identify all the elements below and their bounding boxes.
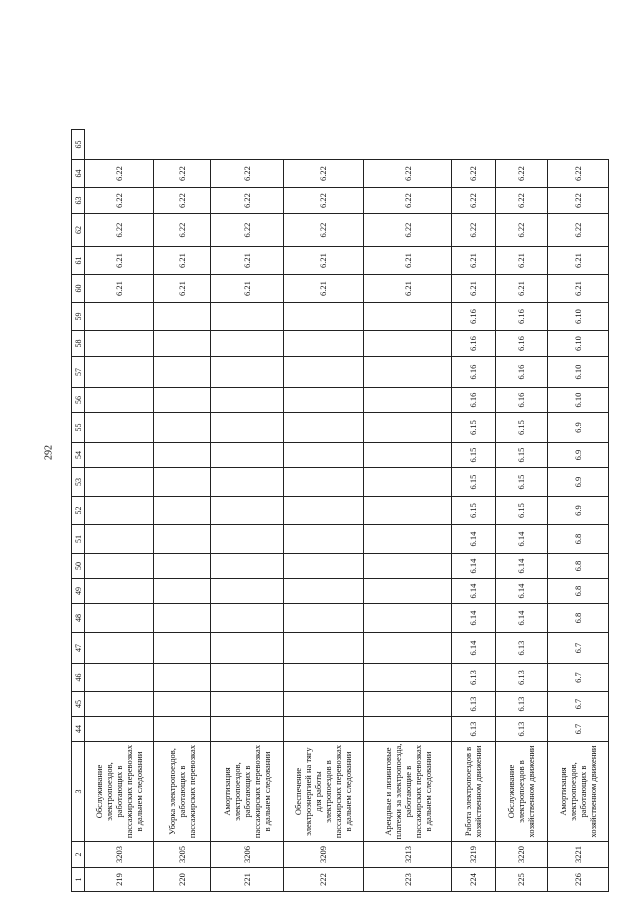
table-row: [211, 130, 283, 892]
column-header: 56: [72, 388, 85, 413]
value-cell: [283, 443, 363, 468]
value-cell: [211, 303, 283, 331]
value-cell: [364, 579, 452, 604]
value-cell: 6.10: [547, 303, 608, 331]
value-cell: 6.21: [495, 275, 547, 303]
value-cell: 6.14: [452, 604, 495, 633]
column-header: 57: [72, 357, 85, 388]
row-number-cell: 223: [364, 868, 452, 892]
value-cell: [211, 633, 283, 664]
value-cell: [211, 357, 283, 388]
value-cell: 6.22: [211, 160, 283, 188]
value-cell: 6.8: [547, 554, 608, 579]
column-header: 2: [72, 842, 85, 868]
value-cell: 6.22: [85, 188, 154, 214]
value-cell: 6.16: [452, 303, 495, 331]
value-cell: [154, 554, 211, 579]
value-cell: 6.15: [495, 468, 547, 497]
value-cell: [364, 717, 452, 742]
value-cell: [85, 525, 154, 554]
column-header: 62: [72, 214, 85, 247]
row-number-cell: 219: [85, 868, 154, 892]
value-cell: [283, 331, 363, 357]
column-header: 63: [72, 188, 85, 214]
value-cell: [283, 413, 363, 443]
value-cell: 6.22: [364, 188, 452, 214]
value-cell: 6.22: [495, 188, 547, 214]
row-description-cell: Арендные и лизинговые платежи за электропоезда, работающие в пассажирских перевозках в дальнем следовании: [364, 742, 452, 842]
value-cell: [364, 388, 452, 413]
value-cell: 6.13: [495, 633, 547, 664]
value-cell: [85, 604, 154, 633]
value-cell: 6.9: [547, 468, 608, 497]
value-cell: 6.7: [547, 692, 608, 717]
value-cell: [85, 388, 154, 413]
table-row: [283, 130, 363, 892]
value-cell: 6.14: [495, 554, 547, 579]
value-cell: 6.21: [211, 247, 283, 275]
value-cell: 6.22: [547, 188, 608, 214]
column-header: 51: [72, 525, 85, 554]
value-cell: 6.22: [547, 160, 608, 188]
value-cell: [211, 717, 283, 742]
table-row: [547, 130, 608, 892]
value-cell: 6.7: [547, 664, 608, 692]
row-code-cell: 3219: [452, 842, 495, 868]
value-cell: 6.21: [547, 247, 608, 275]
column-header: 46: [72, 664, 85, 692]
column-header: 47: [72, 633, 85, 664]
row-code-cell: 3206: [211, 842, 283, 868]
value-cell: [154, 604, 211, 633]
rotated-table-container: [71, 135, 609, 892]
value-cell: [154, 633, 211, 664]
column-header: 60: [72, 275, 85, 303]
column-header: 50: [72, 554, 85, 579]
value-cell: 6.14: [452, 525, 495, 554]
value-cell: [211, 443, 283, 468]
row-code-cell: 3203: [85, 842, 154, 868]
value-cell: 6.10: [547, 331, 608, 357]
value-cell: 6.8: [547, 604, 608, 633]
value-cell: [154, 579, 211, 604]
value-cell: [211, 554, 283, 579]
value-cell: [85, 303, 154, 331]
value-cell: 6.7: [547, 633, 608, 664]
value-cell: 6.14: [452, 579, 495, 604]
row-description-cell: Обслуживание электропоездов в хозяйственном движении: [495, 742, 547, 842]
value-cell: [211, 525, 283, 554]
value-cell: 6.7: [547, 717, 608, 742]
value-cell: [283, 388, 363, 413]
value-cell: 6.22: [452, 188, 495, 214]
row-code-cell: 3209: [283, 842, 363, 868]
value-cell: [283, 664, 363, 692]
value-cell: [364, 443, 452, 468]
column-header: 59: [72, 303, 85, 331]
value-cell: 6.21: [452, 275, 495, 303]
value-cell: 6.22: [495, 214, 547, 247]
value-cell: 6.21: [283, 275, 363, 303]
value-cell: [364, 357, 452, 388]
value-cell: [154, 303, 211, 331]
value-cell: 6.16: [452, 357, 495, 388]
value-cell: 6.21: [364, 247, 452, 275]
value-cell: [154, 357, 211, 388]
row-description-cell: Обслуживание электропоездов, работающих в пассажирских перевозках в дальнем следовании: [85, 742, 154, 842]
value-cell: 6.14: [452, 554, 495, 579]
row-code-cell: 3220: [495, 842, 547, 868]
value-cell: 6.16: [495, 303, 547, 331]
column-header: 65: [72, 130, 85, 160]
value-cell: [364, 692, 452, 717]
value-cell: 6.15: [495, 497, 547, 525]
value-cell: [283, 554, 363, 579]
value-cell: 6.22: [283, 214, 363, 247]
value-cell: 6.13: [452, 692, 495, 717]
row-code-cell: 3221: [547, 842, 608, 868]
value-cell: [211, 497, 283, 525]
value-cell: 6.21: [452, 247, 495, 275]
value-cell: [85, 554, 154, 579]
page-number: 292: [43, 445, 55, 460]
value-cell: 6.21: [154, 247, 211, 275]
row-description-cell: Уборка электропоездов, работающих в пассажирских перевозках: [154, 742, 211, 842]
column-header: 45: [72, 692, 85, 717]
value-cell: 6.8: [547, 525, 608, 554]
row-number-cell: 221: [211, 868, 283, 892]
value-cell: [364, 303, 452, 331]
value-cell: [283, 468, 363, 497]
value-cell: [283, 525, 363, 554]
column-header: 3: [72, 742, 85, 842]
value-cell: 6.22: [364, 214, 452, 247]
value-cell: [211, 664, 283, 692]
value-cell: 6.9: [547, 497, 608, 525]
value-cell: [85, 443, 154, 468]
column-header: 54: [72, 443, 85, 468]
value-cell: 6.16: [495, 357, 547, 388]
row-description-cell: Обеспечение электроэнергией на тягу для работы электропоездов в пассажирских перевозках в дальнем следовании: [283, 742, 363, 842]
row-description-cell: Работа электропоездов в хозяйственном движении: [452, 742, 495, 842]
value-cell: 6.10: [547, 388, 608, 413]
value-cell: [211, 468, 283, 497]
value-cell: [154, 664, 211, 692]
table-row: [154, 130, 211, 892]
value-cell: [364, 468, 452, 497]
value-cell: 6.14: [452, 633, 495, 664]
value-cell: [154, 443, 211, 468]
value-cell: [364, 331, 452, 357]
value-cell: [85, 331, 154, 357]
value-cell: 6.16: [495, 388, 547, 413]
value-cell: [85, 717, 154, 742]
table-row: [495, 130, 547, 892]
value-cell: 6.9: [547, 413, 608, 443]
value-cell: [283, 303, 363, 331]
value-cell: 6.22: [495, 160, 547, 188]
value-cell: 6.22: [547, 214, 608, 247]
value-cell: 6.13: [452, 664, 495, 692]
row-number-cell: 224: [452, 868, 495, 892]
value-cell: [364, 525, 452, 554]
value-cell: 6.22: [154, 188, 211, 214]
value-cell: [283, 604, 363, 633]
value-cell: 6.15: [495, 443, 547, 468]
value-cell: 6.21: [85, 275, 154, 303]
value-cell: [364, 497, 452, 525]
header-row: [72, 130, 85, 892]
row-number-cell: 220: [154, 868, 211, 892]
value-cell: [211, 331, 283, 357]
value-cell: [154, 413, 211, 443]
value-cell: 6.16: [495, 331, 547, 357]
value-cell: [283, 633, 363, 664]
value-cell: [85, 692, 154, 717]
row-code-cell: 3205: [154, 842, 211, 868]
value-cell: 6.22: [364, 160, 452, 188]
value-cell: [154, 692, 211, 717]
table-row: [364, 130, 452, 892]
row-number-cell: 225: [495, 868, 547, 892]
table-row: [85, 130, 154, 892]
value-cell: [85, 468, 154, 497]
value-cell: 6.22: [211, 188, 283, 214]
value-cell: 6.10: [547, 357, 608, 388]
row-number-cell: 222: [283, 868, 363, 892]
value-cell: [154, 468, 211, 497]
value-cell: 6.22: [154, 214, 211, 247]
value-cell: 6.22: [154, 160, 211, 188]
value-cell: 6.21: [154, 275, 211, 303]
value-cell: [364, 664, 452, 692]
value-cell: 6.16: [452, 388, 495, 413]
value-cell: [364, 633, 452, 664]
value-cell: 6.13: [495, 717, 547, 742]
value-cell: [211, 692, 283, 717]
value-cell: [85, 664, 154, 692]
table-row: [452, 130, 495, 892]
column-header: 64: [72, 160, 85, 188]
value-cell: 6.22: [85, 160, 154, 188]
value-cell: [364, 604, 452, 633]
value-cell: 6.13: [452, 717, 495, 742]
value-cell: [85, 413, 154, 443]
value-cell: 6.21: [85, 247, 154, 275]
row-description-cell: Амортизация электропоездов, работающих в пассажирских перевозках в дальнем следовании: [211, 742, 283, 842]
value-cell: [364, 413, 452, 443]
value-cell: 6.22: [452, 160, 495, 188]
value-cell: 6.16: [452, 331, 495, 357]
value-cell: 6.9: [547, 443, 608, 468]
value-cell: [154, 525, 211, 554]
value-cell: [85, 357, 154, 388]
value-cell: 6.15: [495, 413, 547, 443]
column-header: 61: [72, 247, 85, 275]
column-header: 52: [72, 497, 85, 525]
row-description-cell: Амортизация электропоездов, работающих в хозяйственном движении: [547, 742, 608, 842]
value-cell: 6.15: [452, 443, 495, 468]
row-code-cell: 3213: [364, 842, 452, 868]
column-header: 48: [72, 604, 85, 633]
value-cell: 6.22: [452, 214, 495, 247]
value-cell: [211, 604, 283, 633]
value-cell: [154, 717, 211, 742]
row-number-cell: 226: [547, 868, 608, 892]
value-cell: [85, 497, 154, 525]
value-cell: 6.15: [452, 413, 495, 443]
value-cell: 6.14: [495, 579, 547, 604]
value-cell: [85, 633, 154, 664]
column-header: 55: [72, 413, 85, 443]
value-cell: 6.21: [211, 275, 283, 303]
value-cell: [283, 497, 363, 525]
column-header: 58: [72, 331, 85, 357]
column-header: 44: [72, 717, 85, 742]
column-header: 53: [72, 468, 85, 497]
value-cell: 6.21: [283, 247, 363, 275]
value-cell: 6.14: [495, 525, 547, 554]
value-cell: 6.22: [211, 214, 283, 247]
value-cell: [211, 413, 283, 443]
value-cell: [85, 579, 154, 604]
value-cell: [154, 331, 211, 357]
value-cell: 6.22: [283, 188, 363, 214]
value-cell: [154, 388, 211, 413]
value-cell: 6.21: [547, 275, 608, 303]
value-cell: 6.21: [364, 275, 452, 303]
value-cell: 6.22: [85, 214, 154, 247]
value-cell: [154, 497, 211, 525]
value-cell: 6.13: [495, 664, 547, 692]
value-cell: 6.15: [452, 497, 495, 525]
value-cell: 6.21: [495, 247, 547, 275]
value-cell: 6.14: [495, 604, 547, 633]
value-cell: [283, 579, 363, 604]
value-cell: 6.13: [495, 692, 547, 717]
column-header: 1: [72, 868, 85, 892]
value-cell: 6.15: [452, 468, 495, 497]
value-cell: [211, 579, 283, 604]
value-cell: [211, 388, 283, 413]
value-cell: 6.22: [283, 160, 363, 188]
value-cell: [364, 554, 452, 579]
value-cell: [283, 692, 363, 717]
value-cell: [283, 717, 363, 742]
value-cell: 6.8: [547, 579, 608, 604]
data-table: [71, 129, 609, 892]
value-cell: [283, 357, 363, 388]
column-header: 49: [72, 579, 85, 604]
